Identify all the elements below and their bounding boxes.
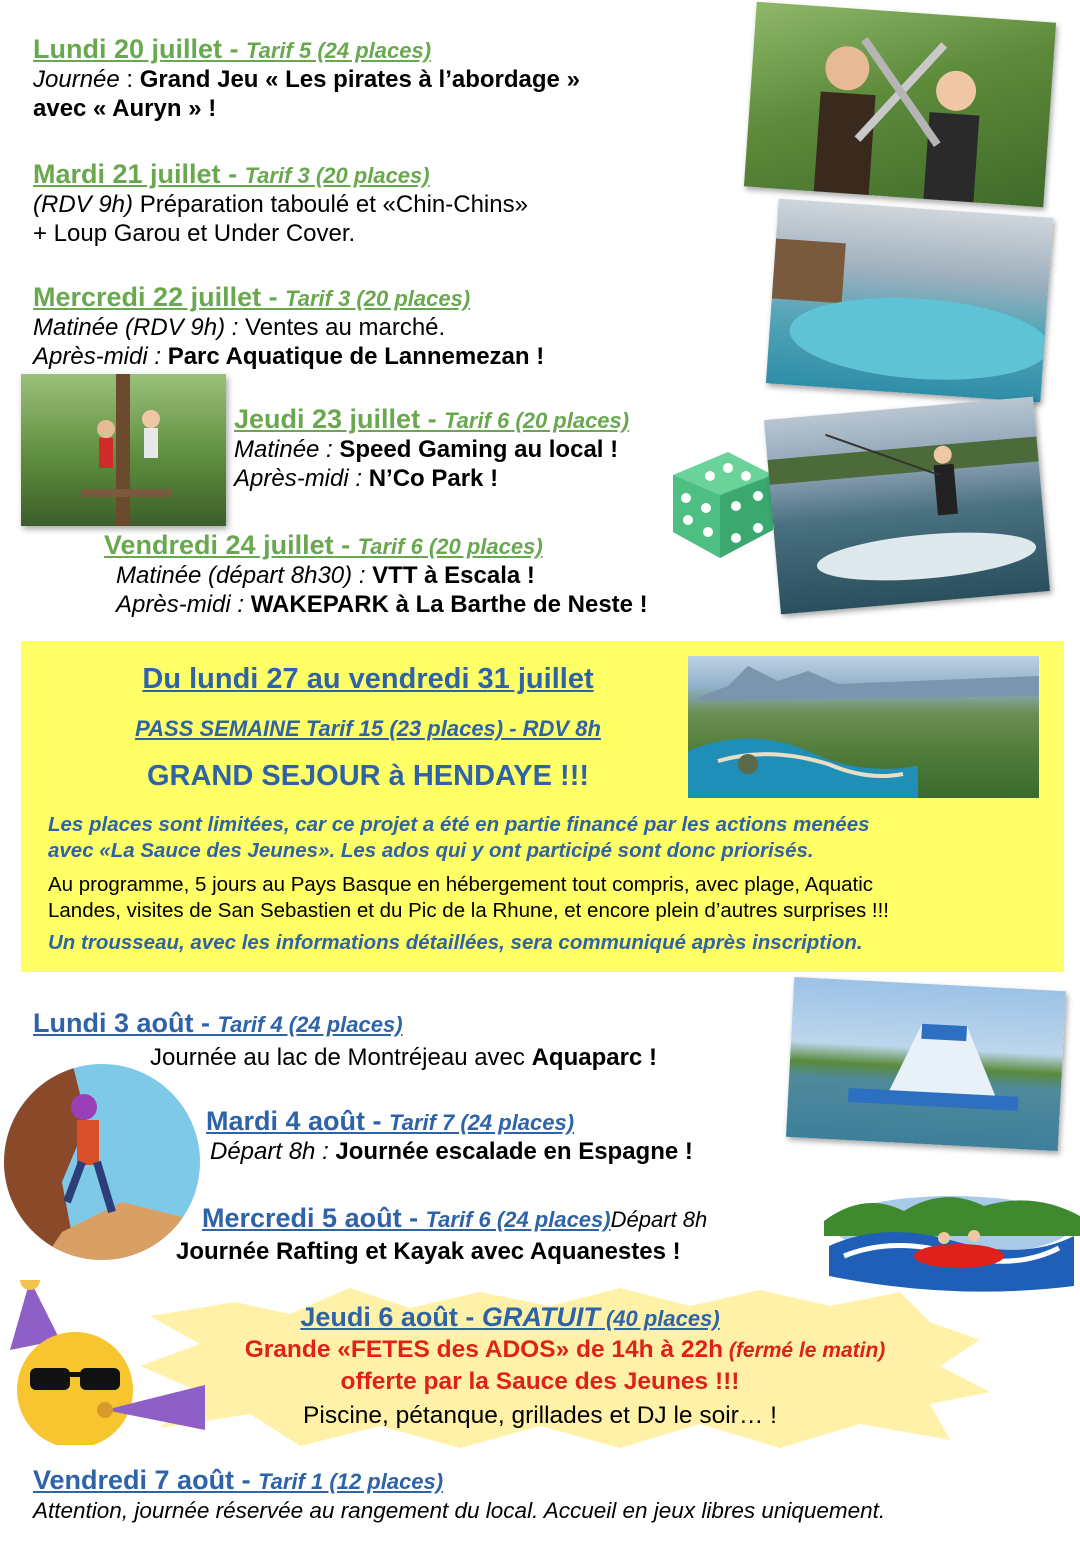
party-emoji-icon — [0, 1280, 215, 1450]
event-title: Vendredi 7 août - Tarif 1 (12 places) — [33, 1465, 444, 1495]
event-line: Après-midi : WAKEPARK à La Barthe de Neste ! — [116, 591, 648, 618]
event-mardi-4 — [206, 1106, 693, 1166]
event-title: Mardi 21 juillet - Tarif 3 (20 places) — [33, 159, 430, 189]
event-title: Vendredi 24 juillet - Tarif 6 (20 places) — [104, 530, 543, 560]
event-vendredi-7 — [33, 1465, 885, 1525]
sejour-programme-line: Landes, visites de San Sebastien et du Pic de la Rhune, et encore plein d’autres surprises !!! — [48, 899, 890, 922]
event-line: Matinée (RDV 9h) : Ventes au marché. — [33, 314, 446, 341]
sejour-programme-line: Au programme, 5 jours au Pays Basque en hébergement tout compris, avec plage, Aquatic — [48, 873, 874, 896]
wakepark-photo — [764, 397, 1050, 615]
event-title: Mercredi 5 août - Tarif 6 (24 places)Départ 8h — [202, 1203, 708, 1233]
event-title: Jeudi 23 juillet - Tarif 6 (20 places) — [234, 404, 630, 434]
fete-line-1: Grande «FETES des ADOS» de 14h à 22h (fermé le matin) — [244, 1336, 886, 1363]
event-line: (RDV 9h) Préparation taboulé et «Chin-Chins» — [33, 191, 528, 218]
pirates-photo — [744, 2, 1056, 207]
fete-title: Jeudi 6 août - GRATUIT (40 places) — [300, 1302, 720, 1332]
event-line: Matinée (départ 8h30) : VTT à Escala ! — [116, 562, 535, 589]
accrobranche-photo — [21, 374, 226, 526]
sejour-pass: PASS SEMAINE Tarif 15 (23 places) - RDV 8h — [135, 716, 601, 741]
event-line: Après-midi : Parc Aquatique de Lannemezan ! — [33, 343, 545, 370]
event-line: Journée Rafting et Kayak avec Aquanestes ! — [176, 1238, 681, 1265]
aquaparc-photo — [786, 977, 1066, 1151]
event-line: Attention, journée réservée au rangement du local. Accueil en jeux libres uniquement. — [33, 1498, 886, 1523]
sejour-title: Du lundi 27 au vendredi 31 juillet — [142, 663, 594, 695]
event-line: Départ 8h : Journée escalade en Espagne ! — [210, 1138, 693, 1165]
event-title: Mercredi 22 juillet - Tarif 3 (20 places) — [33, 282, 471, 312]
fete-line-2: offerte par la Sauce des Jeunes !!! — [340, 1368, 740, 1395]
fete-line-3: Piscine, pétanque, grillades et DJ le soir… ! — [303, 1402, 777, 1429]
event-lundi-3 — [33, 1008, 403, 1039]
sejour-trousseau: Un trousseau, avec les informations détaillées, sera communiqué après inscription. — [48, 931, 863, 954]
event-mercredi-22 — [33, 282, 544, 371]
dice-icon — [658, 440, 783, 570]
event-line: Matinée : Speed Gaming au local ! — [234, 436, 619, 463]
event-title: Lundi 3 août - Tarif 4 (24 places) — [33, 1008, 403, 1038]
event-line: Journée au lac de Montréjeau avec Aquaparc ! — [150, 1044, 657, 1071]
sejour-note — [48, 812, 870, 864]
event-mardi-21 — [33, 159, 528, 248]
event-line: avec « Auryn » ! — [33, 95, 217, 122]
event-title: Lundi 20 juillet - Tarif 5 (24 places) — [33, 34, 432, 64]
hendaye-photo — [688, 656, 1039, 798]
sejour-note-line: avec «La Sauce des Jeunes». Les ados qui y ont participé sont donc priorisés. — [48, 839, 814, 862]
event-lundi-20 — [33, 34, 580, 123]
event-vendredi-24 — [104, 530, 648, 619]
event-line: + Loup Garou et Under Cover. — [33, 220, 356, 247]
event-title: Mardi 4 août - Tarif 7 (24 places) — [206, 1106, 575, 1136]
climber-illustration — [2, 1062, 202, 1267]
event-mercredi-5 — [202, 1203, 707, 1234]
sejour-headline: GRAND SEJOUR à HENDAYE !!! — [146, 760, 590, 792]
event-line: Après-midi : N’Co Park ! — [234, 465, 499, 492]
event-line: Journée : Grand Jeu « Les pirates à l’abordage » — [33, 66, 580, 93]
sejour-note-line: Les places sont limitées, car ce projet a été en partie financé par les actions menées — [48, 813, 870, 836]
sejour-programme — [48, 872, 889, 924]
event-jeudi-23 — [234, 404, 629, 493]
aquatic-park-photo — [766, 199, 1053, 403]
